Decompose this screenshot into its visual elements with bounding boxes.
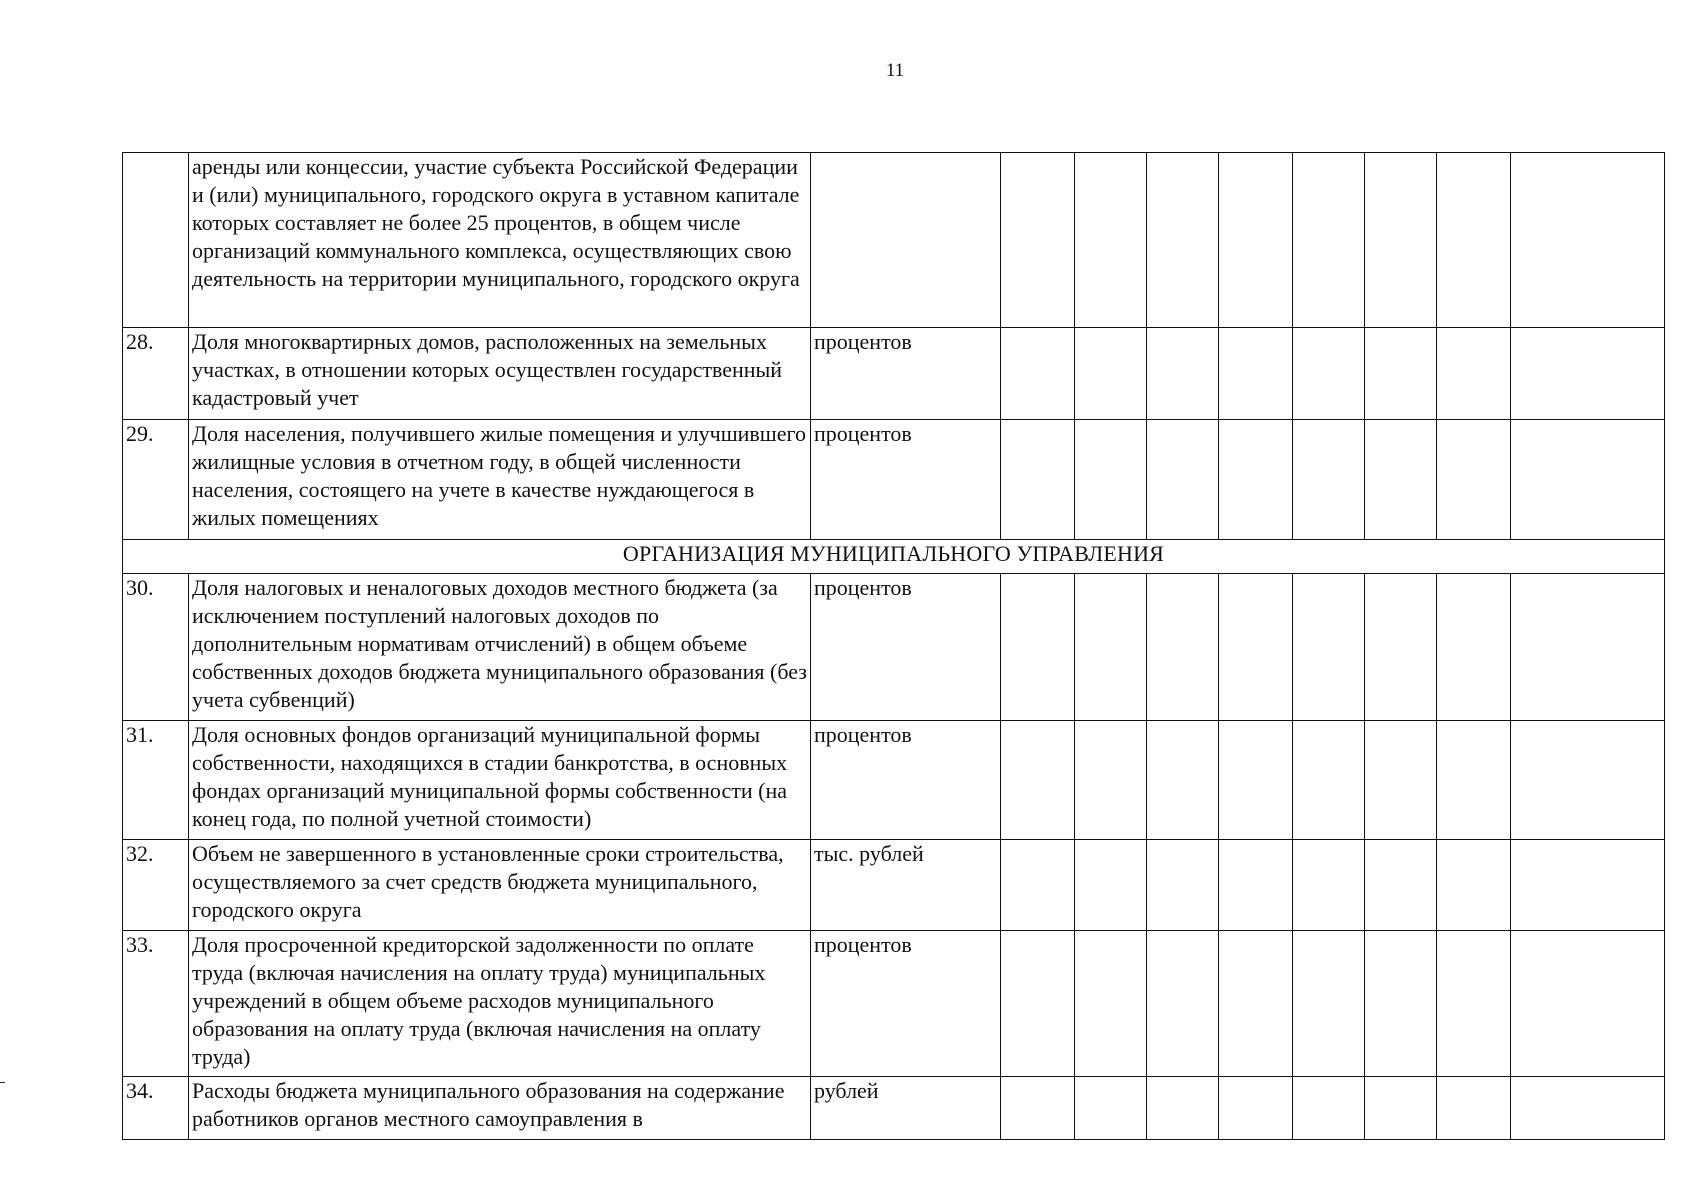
value-cell [1293,420,1365,540]
indicator-name: аренды или концессии, участие субъекта Российской Федерации и (или) муниципального, городского округа в уставном капитале которых составляет не более 25 процентов, в общем числе организаций коммунального комплекса, осуществляющих свою деятельность на территории муниципального, городского округа [189,153,811,328]
value-cell [1075,1077,1147,1140]
value-cell [1365,574,1437,721]
value-cell [1219,840,1293,931]
value-cell [1511,420,1665,540]
value-cell [1365,931,1437,1077]
value-cell [1293,840,1365,931]
value-cell [1001,840,1075,931]
row-number: 33. [123,931,189,1077]
unit-cell: процентов [811,931,1001,1077]
value-cell [1001,574,1075,721]
value-cell [1075,153,1147,328]
value-cell [1147,721,1219,840]
indicator-name: Доля просроченной кредиторской задолженности по оплате труда (включая начисления на оплату труда) муниципальных учреждений в общем объеме расходов муниципального образования на оплату труда (включая начисления на оплату труда) [189,931,811,1077]
value-cell [1219,574,1293,721]
value-cell [1147,574,1219,721]
value-cell [1147,420,1219,540]
value-cell [1001,153,1075,328]
value-cell [1365,328,1437,420]
table-row [123,931,1665,1077]
value-cell [1511,328,1665,420]
value-cell [1219,328,1293,420]
value-cell [1437,153,1511,328]
value-cell [1219,931,1293,1077]
row-number: 32. [123,840,189,931]
value-cell [1219,721,1293,840]
value-cell [1001,328,1075,420]
value-cell [1147,1077,1219,1140]
value-cell [1437,721,1511,840]
table-row [123,840,1665,931]
value-cell [1293,1077,1365,1140]
value-cell [1511,721,1665,840]
unit-cell: процентов [811,328,1001,420]
value-cell [1365,1077,1437,1140]
section-title: ОРГАНИЗАЦИЯ МУНИЦИПАЛЬНОГО УПРАВЛЕНИЯ [123,540,1665,574]
value-cell [1511,1077,1665,1140]
table-row [123,420,1665,540]
unit-cell: процентов [811,721,1001,840]
value-cell [1075,420,1147,540]
value-cell [1437,328,1511,420]
value-cell [1511,840,1665,931]
value-cell [1147,840,1219,931]
value-cell [1001,420,1075,540]
value-cell [1511,931,1665,1077]
value-cell [1075,328,1147,420]
value-cell [1293,574,1365,721]
value-cell [1365,420,1437,540]
value-cell [1293,721,1365,840]
table-row [123,721,1665,840]
scan-mark [0,1082,5,1083]
value-cell [1001,721,1075,840]
indicator-name: Расходы бюджета муниципального образования на содержание работников органов местного самоуправления в [189,1077,811,1140]
value-cell [1437,1077,1511,1140]
value-cell [1147,931,1219,1077]
row-number: 29. [123,420,189,540]
value-cell [1511,153,1665,328]
table-row [123,153,1665,328]
indicator-name: Доля населения, получившего жилые помещения и улучшившего жилищные условия в отчетном году, в общей численности населения, состоящего на учете в качестве нуждающегося в жилых помещениях [189,420,811,540]
unit-cell: тыс. рублей [811,840,1001,931]
value-cell [1147,328,1219,420]
table-row [123,328,1665,420]
indicator-name: Доля многоквартирных домов, расположенных на земельных участках, в отношении которых осуществлен государственный кадастровый учет [189,328,811,420]
unit-cell: рублей [811,1077,1001,1140]
value-cell [1075,721,1147,840]
indicators-table [122,152,1665,1140]
value-cell [1511,574,1665,721]
value-cell [1437,420,1511,540]
page-number: 11 [885,60,905,81]
value-cell [1147,153,1219,328]
value-cell [1219,420,1293,540]
unit-cell: процентов [811,420,1001,540]
row-number [123,153,189,328]
value-cell [1365,153,1437,328]
value-cell [1075,840,1147,931]
row-number: 30. [123,574,189,721]
value-cell [1075,574,1147,721]
section-row [123,540,1665,574]
unit-cell [811,153,1001,328]
value-cell [1001,931,1075,1077]
row-number: 34. [123,1077,189,1140]
indicator-name: Объем не завершенного в установленные сроки строительства, осуществляемого за счет средств бюджета муниципального, городского округа [189,840,811,931]
value-cell [1293,153,1365,328]
value-cell [1219,1077,1293,1140]
value-cell [1001,1077,1075,1140]
value-cell [1437,574,1511,721]
indicator-name: Доля основных фондов организаций муниципальной формы собственности, находящихся в стадии банкротства, в основных фондах организаций муниципальной формы собственности (на конец года, по полной учетной стоимости) [189,721,811,840]
unit-cell: процентов [811,574,1001,721]
table-row [123,1077,1665,1140]
row-number: 28. [123,328,189,420]
value-cell [1437,840,1511,931]
value-cell [1293,931,1365,1077]
table-row [123,574,1665,721]
value-cell [1293,328,1365,420]
value-cell [1365,721,1437,840]
value-cell [1437,931,1511,1077]
value-cell [1219,153,1293,328]
value-cell [1365,840,1437,931]
value-cell [1075,931,1147,1077]
row-number: 31. [123,721,189,840]
indicator-name: Доля налоговых и неналоговых доходов местного бюджета (за исключением поступлений налоговых доходов по дополнительным нормативам отчислений) в общем объеме собственных доходов бюджета муниципального образования (без учета субвенций) [189,574,811,721]
